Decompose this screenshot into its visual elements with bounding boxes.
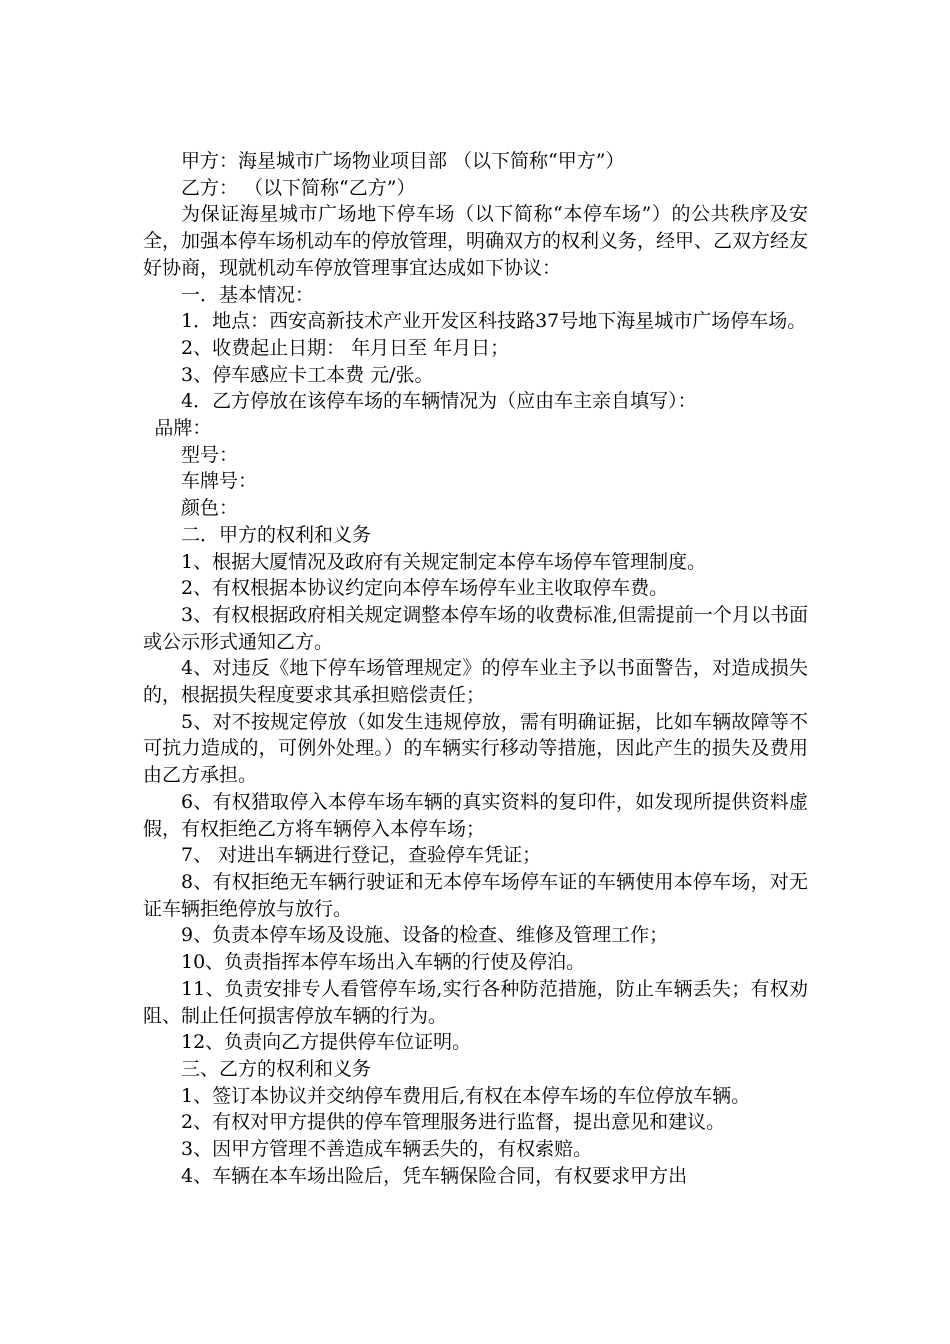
clause-fee-dates: 2、收费起止日期： 年月日至 年月日；: [181, 336, 510, 359]
party-b-clause-4: 4、车辆在本车场出险后，凭车辆保险合同，有权要求甲方出: [181, 1164, 688, 1187]
party-a-clause-12: 12、负责向乙方提供停车位证明。: [181, 1031, 472, 1054]
field-color: 颜色：: [181, 497, 239, 520]
party-a-clause-2: 2、有权根据本协议约定向本停车场停车业主收取停车费。: [181, 577, 669, 600]
party-b-clause-3: 3、因甲方管理不善造成车辆丢失的，有权索赔。: [181, 1138, 593, 1161]
party-a-clause-7: 7、 对进出车辆进行登记，查验停车凭证；: [181, 844, 542, 867]
clause-location: 1．地点：西安高新技术产业开发区科技路37号地下海星城市广场停车场。: [181, 310, 807, 333]
clause-vehicle-info: 4．乙方停放在该停车场的车辆情况为（应由车主亲自填写）：: [181, 390, 697, 413]
agreement-body: [143, 148, 808, 1189]
clause-card-fee: 3、停车感应卡工本费 元/张。: [181, 363, 434, 386]
party-a-clause-9: 9、负责本停车场及设施、设备的检查、维修及管理工作；: [181, 924, 669, 947]
section-heading-party-b: 三、乙方的权利和义务: [181, 1057, 372, 1080]
section-heading-party-a: 二．甲方的权利和义务: [181, 523, 372, 546]
party-b-clause-2: 2、有权对甲方提供的停车管理服务进行监督，提出意见和建议。: [181, 1111, 726, 1134]
preamble-paragraph: 为保证海星城市广场地下停车场（以下简称“本停车场”）的公共秩序及安全，加强本停车场机动车的停放管理，明确双方的权利义务，经甲、乙双方经友好协商，现就机动车停放管理事宜达成如下协议：: [143, 203, 809, 279]
party-b-clause-1: 1、签订本协议并交纳停车费用后,有权在本停车场的车位停放车辆。: [181, 1084, 751, 1107]
field-plate-number: 车牌号：: [181, 470, 258, 493]
party-a-clause-6: 6、有权猎取停入本停车场车辆的真实资料的复印件，如发现所提供资料虚假，有权拒绝乙方将车辆停入本停车场；: [143, 790, 808, 840]
field-brand: 品牌：: [154, 417, 212, 440]
party-a-clause-10: 10、负责指挥本停车场出入车辆的行使及停泊。: [181, 951, 586, 974]
party-a-clause-5: 5、对不按规定停放（如发生违规停放，需有明确证据，比如车辆故障等不可抗力造成的，可例外处理。）的车辆实行移动等措施，因此产生的损失及费用由乙方承担。: [143, 710, 808, 787]
party-a-clause-4: 4、对违反《地下停车场管理规定》的停车业主予以书面警告，对造成损失的，根据损失程度要求其承担赔偿责任；: [143, 657, 808, 707]
party-a-clause-1: 1、根据大厦情况及政府有关规定制定本停车场停车管理制度。: [181, 550, 707, 573]
party-a-clause-8: 8、有权拒绝无车辆行驶证和无本停车场停车证的车辆使用本停车场，对无证车辆拒绝停放与放行。: [143, 870, 808, 920]
section-heading-basic-info: 一．基本情况：: [181, 283, 315, 306]
field-model: 型号：: [181, 443, 239, 466]
party-b-line: 乙方： （以下简称“乙方”）: [181, 176, 416, 199]
party-a-clause-11: 11、负责安排专人看管停车场,实行各种防范措施，防止车辆丢失；有权劝阻、制止任何损害停放车辆的行为。: [143, 977, 808, 1027]
party-a-clause-3: 3、有权根据政府相关规定调整本停车场的收费标准,但需提前一个月以书面或公示形式通知乙方。: [143, 603, 808, 653]
party-a-line: 甲方：海星城市广场物业项目部 （以下简称“甲方”）: [181, 150, 625, 172]
